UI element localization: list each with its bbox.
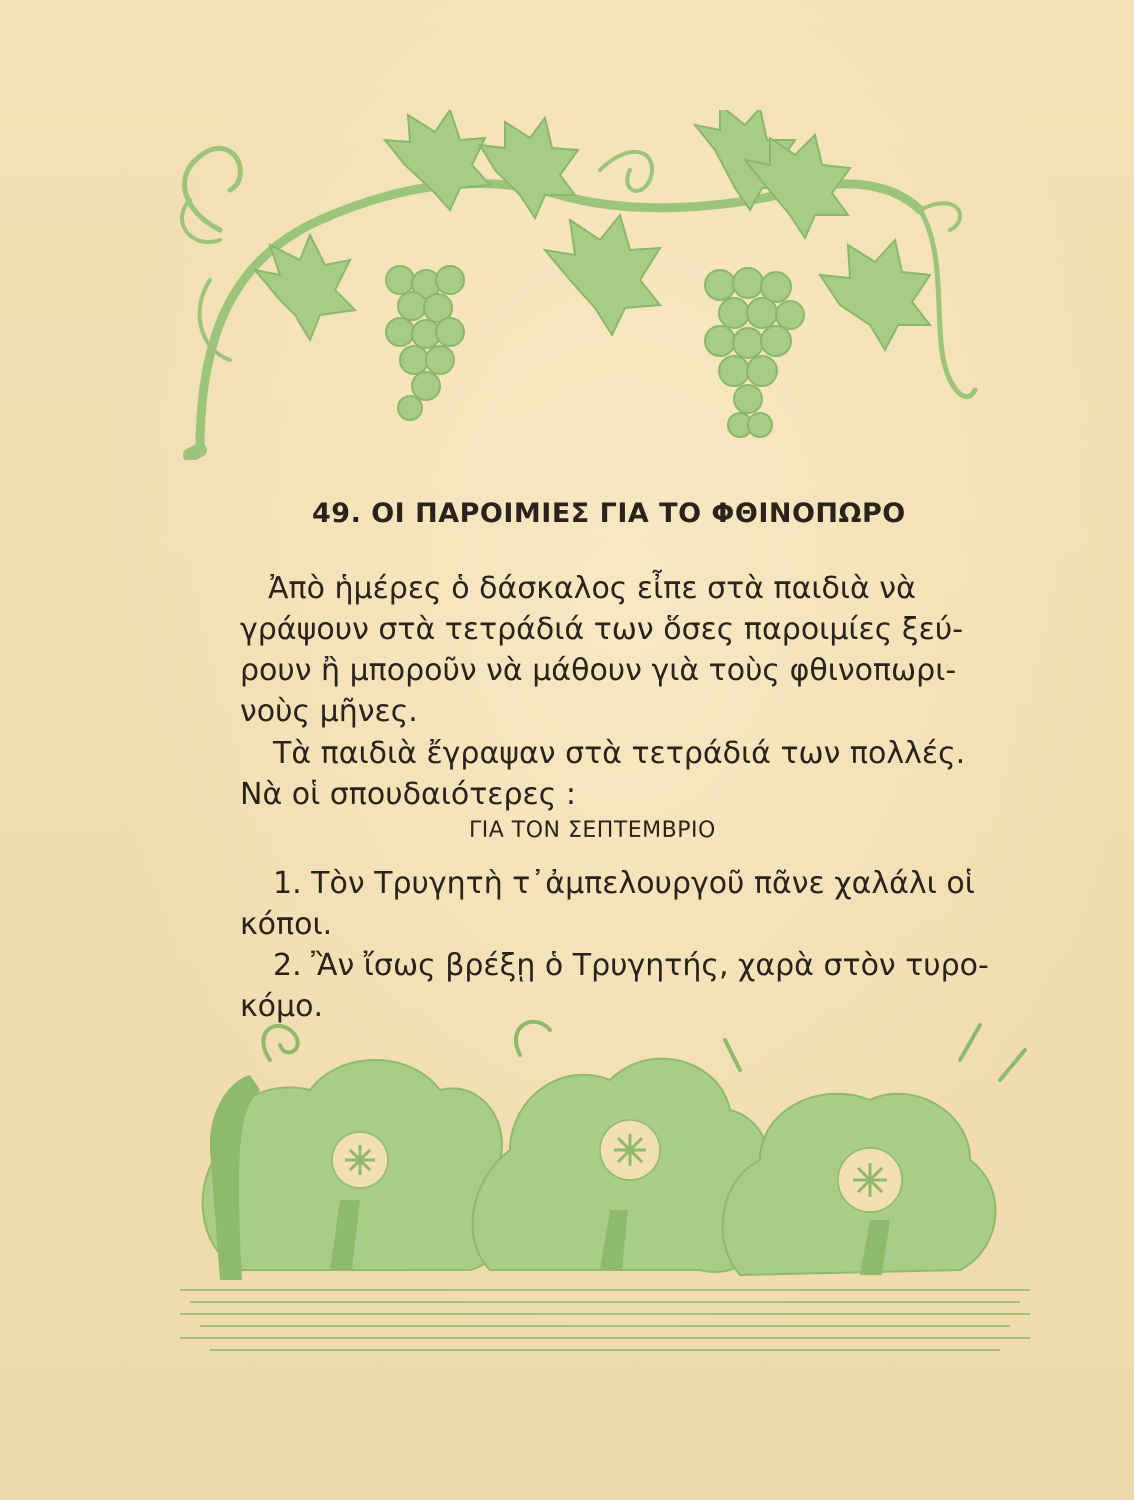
proverb-line: κόποι. xyxy=(240,907,333,942)
page-title: 49. ΟΙ ΠΑΡΟΙΜΙΕΣ ΓΙΑ ΤΟ ΦΘΙΝΟΠΩΡΟ xyxy=(312,498,906,529)
second-paragraph xyxy=(240,733,1015,815)
proverb-item xyxy=(240,863,1015,945)
intro-paragraph xyxy=(240,568,1015,732)
second-line: Τὰ παιδιὰ ἔγραψαν στὰ τετράδιά των πολλές. xyxy=(273,736,966,771)
grapevine-illustration xyxy=(160,110,980,460)
intro-line: γράψουν στὰ τετράδιά των ὅσες παροιμίες ξεύ- xyxy=(240,612,964,647)
proverb-line: κόμο. xyxy=(240,989,324,1024)
intro-line: ρουν ἢ μποροῦν νὰ μάθουν γιὰ τοὺς φθινοπωρι- xyxy=(240,653,957,688)
vineyard-illustration xyxy=(180,1020,1030,1360)
proverb-line: 1. Τὸν Τρυγητὴ τ᾽ἀμπελουργοῦ πᾶνε χαλάλι οἱ xyxy=(273,866,975,901)
month-heading: ΓΙΑ ΤΟΝ ΣΕΠΤΕΜΒΡΙΟ xyxy=(469,818,716,843)
intro-line: νοὺς μῆνες. xyxy=(240,694,418,729)
proverb-list xyxy=(240,863,1015,1027)
proverb-item xyxy=(240,945,1015,1027)
second-line: Νὰ οἱ σπουδαιότερες : xyxy=(240,777,577,812)
proverb-line: 2. Ἂν ἴσως βρέξῃ ὁ Τρυγητής, χαρὰ στὸν τυρο- xyxy=(273,948,989,983)
intro-line: Ἀπὸ ἡμέρες ὁ δάσκαλος εἶπε στὰ παιδιὰ νὰ xyxy=(268,571,916,606)
